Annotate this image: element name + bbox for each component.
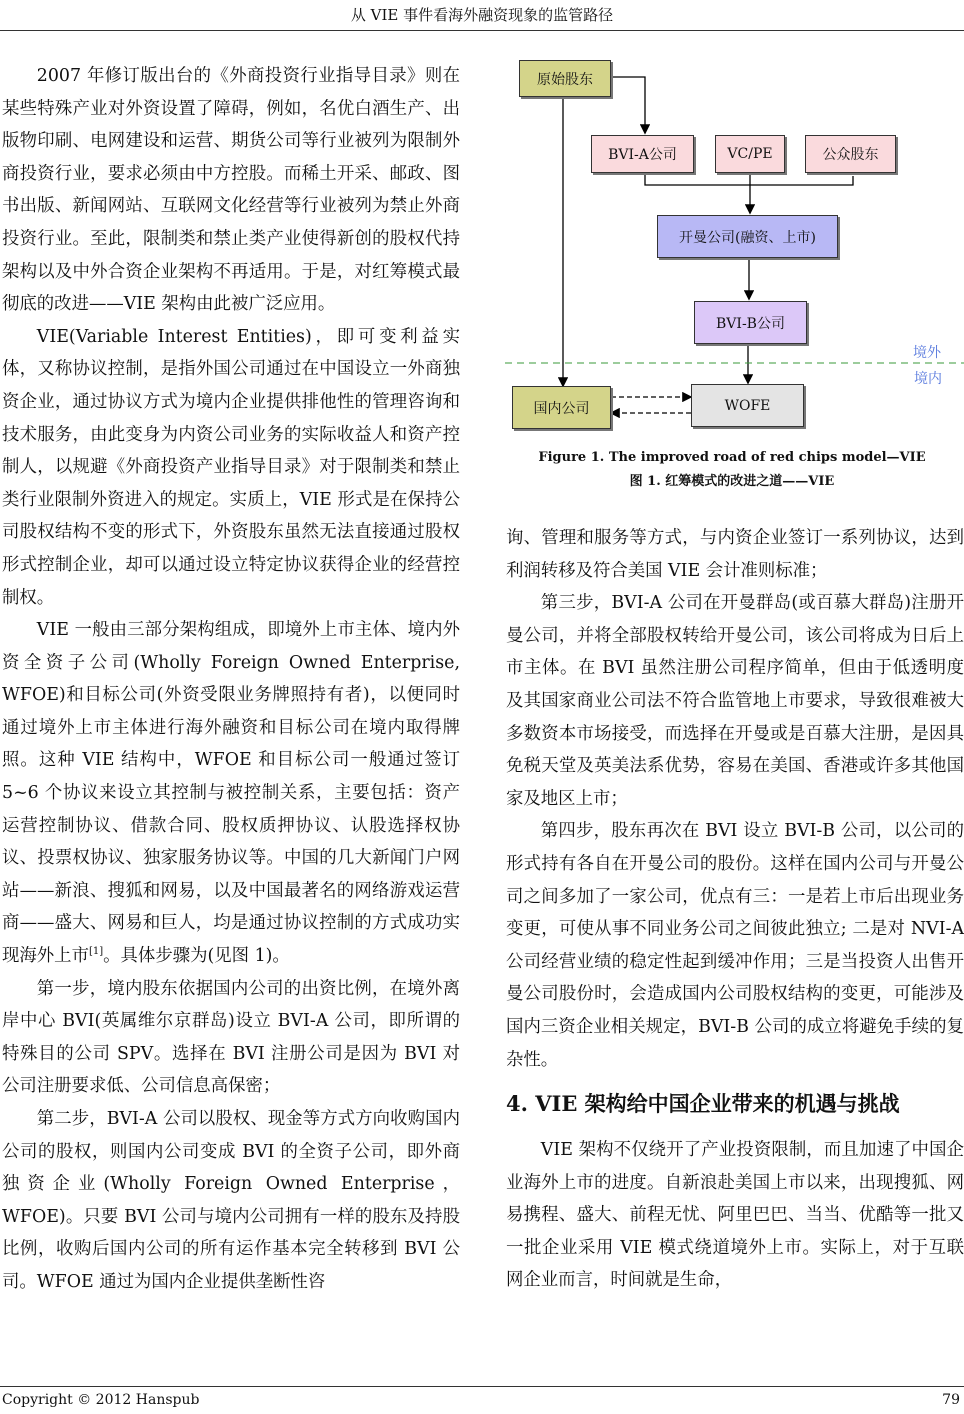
box-domestic-company: 国内公司 [512,386,611,429]
paragraph-text: VIE 一般由三部分架构组成，即境外上市主体、境内外资全资子公司(Wholly Foreign Owned Enterprise, WFOE)和目标公司(外资受限业务牌照持有者)，以便同时通过境外上市主体进行海外融资和目标公司在境内取得牌照。这种 VIE 结构中，WFOE 和目标公司一般通过签订 5~6 个协议来设立其控制与被控制关系，主要包括：资产运营控制协议、借款合同、股权质押协议、认股选择权协议、投票权协议、独家服务协议等。中国的几大新闻门户网站——新浪、搜狐和网易，以及中国最著名的网络游戏运营商——盛大、网易和巨人，均是通过协议控制的方式成功实现海外上市 [2,620,460,967]
box-cayman-company: 开曼公司(融资、上市) [657,215,838,258]
zone-offshore-label: 境外 [913,345,941,361]
paragraph: 2007 年修订版出台的《外商投资行业指导目录》则在某些特殊产业对外资设置了障碍，例如，名优白酒生产、出版物印刷、电网建设和运营、期货公司等行业被列为限制外商投资行业，要求必须由中方控股。而稀土开采、邮政、图书出版、新闻网站、互联网文化经营等行业被列为禁止外商投资行业。至此，限制类和禁止类产业使得新创的股权代持架构以及中外合资企业架构不再适用。于是，对红筹模式最彻底的改进——VIE 架构由此被广泛应用。 [2,66,460,315]
box-original-shareholders: 原始股东 [519,60,611,97]
paragraph: 第四步，股东再次在 BVI 设立 BVI-B 公司，以公司的形式持有各自在开曼公司的股份。这样在国内公司与开曼公司之间多加了一家公司，优点有三：一是若上市后出现业务变更，可使从事不同业务公司之间彼此独立; 二是对 NVI-A 公司经营业绩的稳定性起到缓冲作用；三是当投资人出售开曼公司股份时，会造成国内公司股权结构的变更，可能涉及国内三资企业相关规定，BVI-B 公司的成立将避免手续的复杂性。 [506,821,964,1070]
paragraph [2,614,460,973]
citation[interactable]: [1] [88,946,104,958]
paragraph: VIE 架构不仅绕开了产业投资限制，而且加速了中国企业海外上市的进度。自新浪赴美国上市以来，出现搜狐、网易携程、盛大、前程无忧、阿里巴巴、当当、优酷等一批又一批企业采用 VIE 模式绕道境外上市。实际上，对于互联网企业而言，时间就是生命， [506,1140,964,1291]
figure-caption-zh: 图 1. 红筹模式的改进之道——VIE [629,474,835,489]
paragraph-text: 。具体步骤为(见图 1)。 [103,946,290,967]
running-header: 从 VIE 事件看海外融资现象的监管路径 [350,6,614,24]
paragraph: 第二步，BVI-A 公司以股权、现金等方式方向收购国内公司的股权，则国内公司变成 BVI 的全资子公司，即外商独资企业(Wholly Foreign Owned Enterprise，WFOE)。只要 BVI 公司与境内公司拥有一样的股东及持股比例，收购后国内公司的所有运作基本完全转移到 BVI 公司。WFOE 通过为国内企业提供垄断性咨 [2,1109,460,1292]
left-column [2,60,460,1299]
box-wofe: WOFE [691,384,804,427]
page-number: 79 [942,1392,960,1408]
paragraph: 第三步，BVI-A 公司在开曼群岛(或百慕大群岛)注册开曼公司，并将全部股权转给开曼公司，该公司将成为日后上市主体。在 BVI 虽然注册公司程序简单，但由于低透明度及其国家商业公司法不符合监管地上市要求，导致很难被大多数资本市场接受，而选择在开曼或是百慕大注册，是因具免税天堂及英美法系优势，容易在美国、香港或许多其他国家及地区上市； [506,593,964,809]
figure-1 [500,40,964,490]
zone-onshore-label: 境内 [914,371,942,387]
box-bvi-a: BVI-A公司 [591,135,694,173]
paragraph: VIE(Variable Interest Entities)，即可变利益实体，又称协议控制，是指外国公司通过在中国设立一外商独资企业，通过协议方式为境内企业提供排他性的管理咨询和技术服务，由此变身为内资公司业务的实际收益人和资产控制人，以规避《外商投资产业指导目录》对于限制类和禁止类行业限制外资进入的规定。实质上，VIE 形式是在保持公司股权结构不变的形式下，外资股东虽然无法直接通过股权形式控制企业，却可以通过设立特定协议获得企业的经营控制权。 [2,326,460,608]
paragraph: 第一步，境内股东依据国内公司的出资比例，在境外离岸中心 BVI(英属维尔京群岛)设立 BVI-A 公司，即所谓的特殊目的公司 SPV。选择在 BVI 注册公司是因为 BVI 对公司注册要求低、公司信息高保密； [2,978,460,1097]
box-vc-pe: VC/PE [715,135,785,173]
box-bvi-b: BVI-B公司 [694,301,807,344]
paragraph: 询、管理和服务等方式，与内资企业签订一系列协议，达到利润转移及符合美国 VIE 会计准则标准； [506,528,964,581]
box-public-shareholders: 公众股东 [805,135,896,173]
right-column [506,522,964,1297]
header-rule [0,30,964,31]
copyright: Copyright © 2012 Hanspub [2,1392,200,1408]
section-heading: 4. VIE 架构给中国企业带来的机遇与挑战 [506,1091,900,1117]
figure-caption-en: Figure 1. The improved road of red chips model—VIE [538,450,926,465]
footer-rule [0,1386,964,1387]
